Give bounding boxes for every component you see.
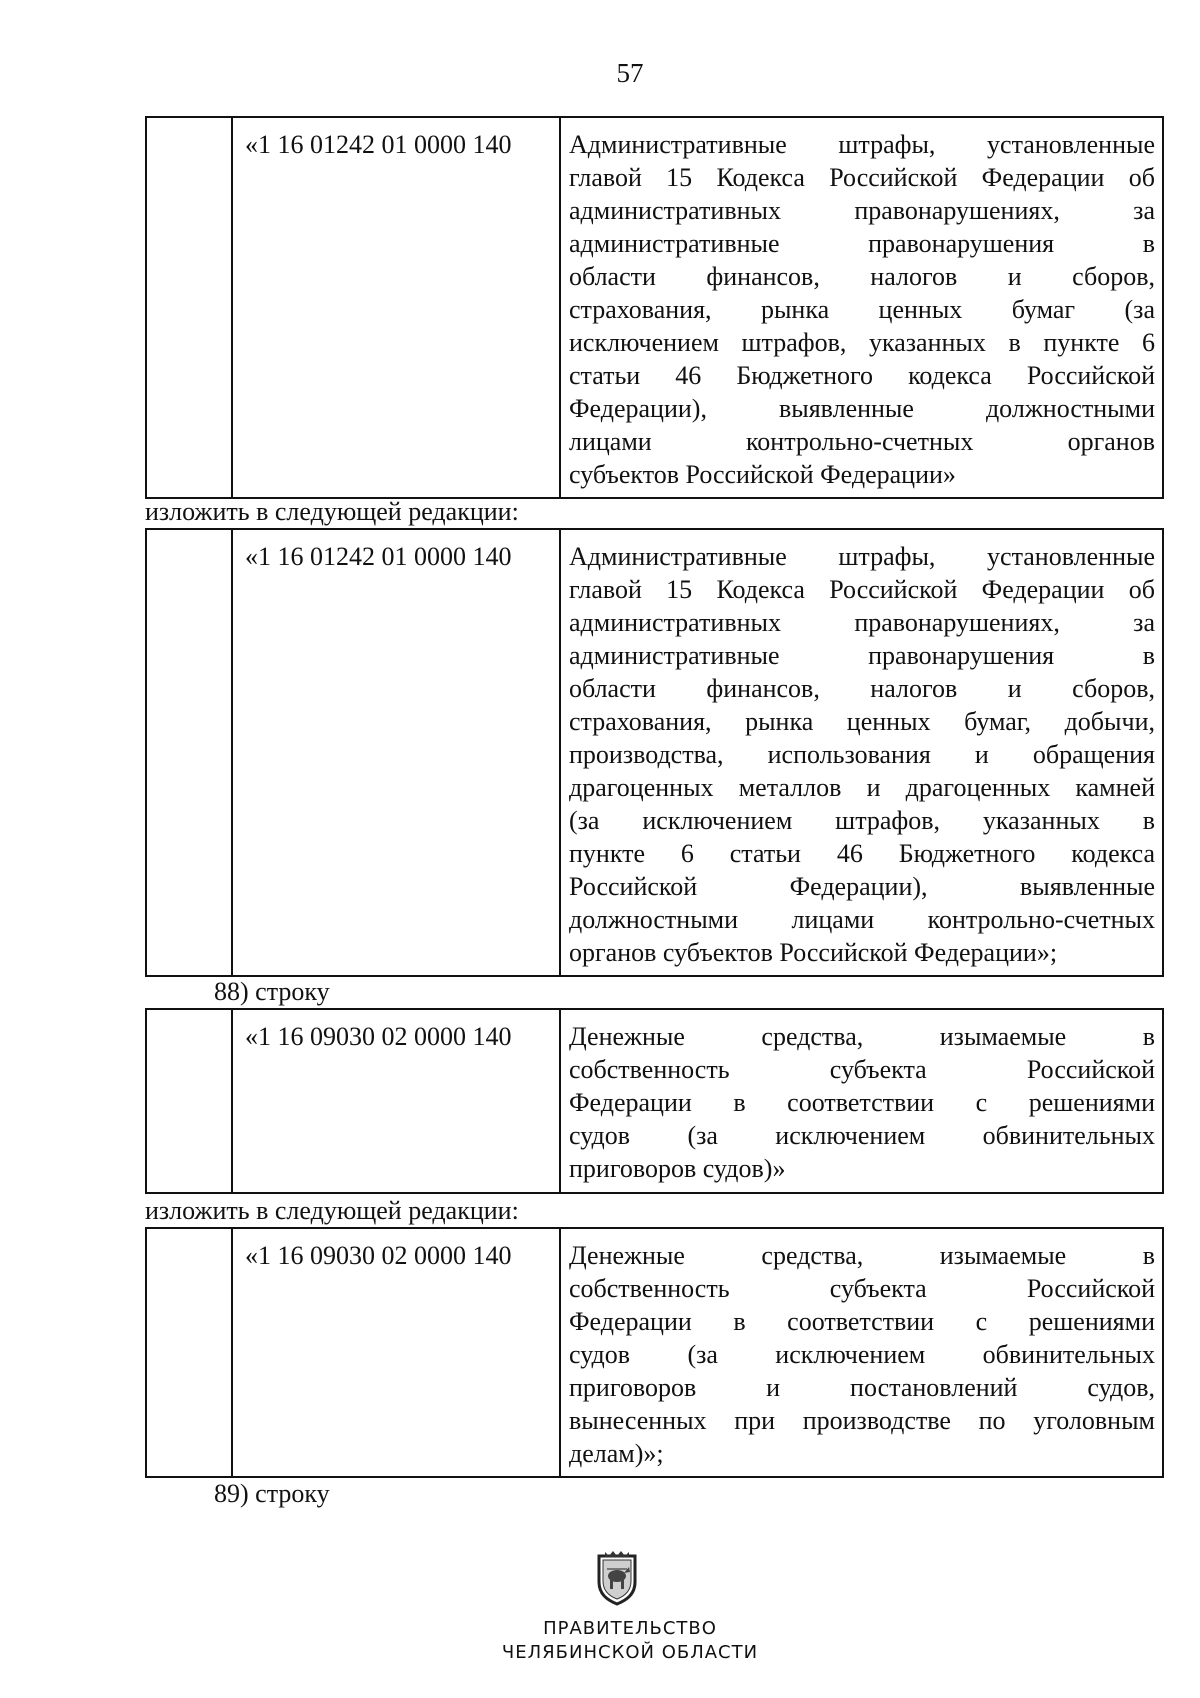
table-row: [146, 529, 1163, 976]
description-cell: [560, 1009, 1163, 1193]
desc-line: (за исключением штрафов, указанных в: [569, 806, 1155, 835]
desc-line: исключением штрафов, указанных в пункте 6: [569, 328, 1155, 357]
table-block-1: [145, 116, 1164, 499]
desc-line: приговоров и постановлений судов,: [569, 1373, 1155, 1402]
government-name-line-2: ЧЕЛЯБИНСКОЙ ОБЛАСТИ: [501, 1642, 759, 1663]
page-number: 57: [616, 58, 644, 88]
caption-item-88: 88) строку: [214, 977, 330, 1006]
caption-item-89: 89) строку: [214, 1479, 330, 1508]
table-row: [146, 1228, 1163, 1477]
desc-line: субъектов Российской Федерации»: [569, 460, 956, 489]
desc-line: пункте 6 статьи 46 Бюджетного кодекса: [569, 839, 1155, 868]
caption-restate: изложить в следующей редакции:: [145, 1196, 519, 1225]
desc-line: области финансов, налогов и сборов,: [569, 674, 1155, 703]
desc-line: судов (за исключением обвинительных: [569, 1121, 1155, 1150]
description-cell: [560, 1228, 1163, 1477]
empty-cell: [146, 529, 232, 976]
desc-line: главой 15 Кодекса Российской Федерации об: [569, 575, 1155, 604]
desc-line: главой 15 Кодекса Российской Федерации об: [569, 163, 1155, 192]
coat-of-arms-icon: [593, 1548, 641, 1606]
desc-line: Федерации в соответствии с решениями: [569, 1307, 1155, 1336]
code-cell: «1 16 01242 01 0000 140: [232, 117, 560, 498]
desc-line: должностными лицами контрольно-счетных: [569, 905, 1155, 934]
desc-line: судов (за исключением обвинительных: [569, 1340, 1155, 1369]
desc-line: Административные штрафы, установленные: [569, 130, 1155, 159]
desc-line: лицами контрольно-счетных органов: [569, 427, 1155, 456]
desc-line: собственность субъекта Российской: [569, 1274, 1155, 1303]
table-block-4: [145, 1227, 1164, 1478]
desc-line: Федерации), выявленные должностными: [569, 394, 1155, 423]
table-row: [146, 1009, 1163, 1193]
desc-line: области финансов, налогов и сборов,: [569, 262, 1155, 291]
desc-line: Федерации в соответствии с решениями: [569, 1088, 1155, 1117]
caption-restate: изложить в следующей редакции:: [145, 497, 519, 526]
table-row: [146, 117, 1163, 498]
code-cell: «1 16 01242 01 0000 140: [232, 529, 560, 976]
desc-line: административные правонарушения в: [569, 641, 1155, 670]
desc-line: административных правонарушениях, за: [569, 196, 1155, 225]
empty-cell: [146, 1009, 232, 1193]
table-block-2: [145, 528, 1164, 977]
code-cell: «1 16 09030 02 0000 140: [232, 1009, 560, 1193]
government-name-line-1: ПРАВИТЕЛЬСТВО: [543, 1618, 717, 1639]
table-block-3: [145, 1008, 1164, 1194]
desc-line: Административные штрафы, установленные: [569, 542, 1155, 571]
desc-line: Денежные средства, изымаемые в: [569, 1241, 1155, 1270]
desc-line: собственность субъекта Российской: [569, 1055, 1155, 1084]
desc-line: делам)»;: [569, 1439, 664, 1468]
code-cell: «1 16 09030 02 0000 140: [232, 1228, 560, 1477]
desc-line: производства, использования и обращения: [569, 740, 1155, 769]
desc-line: Российской Федерации), выявленные: [569, 872, 1155, 901]
description-cell: [560, 529, 1163, 976]
desc-line: Денежные средства, изымаемые в: [569, 1022, 1155, 1051]
description-cell: [560, 117, 1163, 498]
desc-line: вынесенных при производстве по уголовным: [569, 1406, 1155, 1435]
desc-line: статьи 46 Бюджетного кодекса Российской: [569, 361, 1155, 390]
desc-line: административных правонарушениях, за: [569, 608, 1155, 637]
desc-line: страхования, рынка ценных бумаг, добычи,: [569, 707, 1155, 736]
desc-line: драгоценных металлов и драгоценных камней: [569, 773, 1155, 802]
empty-cell: [146, 1228, 232, 1477]
desc-line: страхования, рынка ценных бумаг (за: [569, 295, 1155, 324]
desc-line: административные правонарушения в: [569, 229, 1155, 258]
desc-line: приговоров судов)»: [569, 1154, 786, 1183]
desc-line: органов субъектов Российской Федерации»;: [569, 938, 1058, 967]
empty-cell: [146, 117, 232, 498]
